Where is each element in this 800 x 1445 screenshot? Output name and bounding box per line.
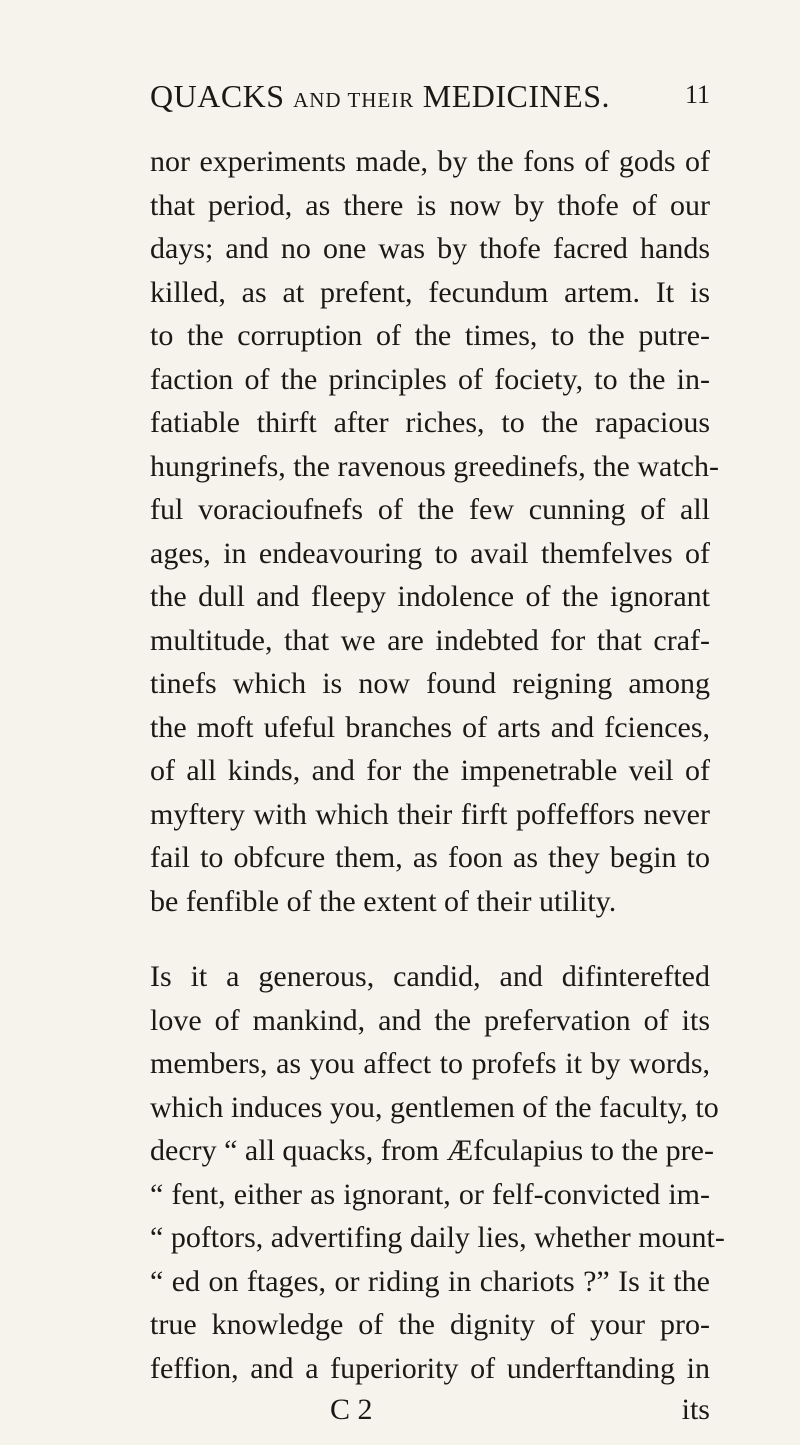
paragraph-1 xyxy=(150,140,719,923)
text-line: true knowledge of the dignity of your pro- xyxy=(150,1308,710,1341)
text-line: members, as you affect to profefs it by words, xyxy=(150,1047,710,1080)
text-line: nor experiments made, by the fons of gods of xyxy=(150,145,710,178)
running-head xyxy=(150,78,710,128)
text-line: myftery with which their firft poffeffors never xyxy=(150,797,710,831)
paragraph-2 xyxy=(150,955,725,1390)
running-title-part3: MEDICINES. xyxy=(422,78,610,114)
text-line: of all kinds, and for the impenetrable veil of xyxy=(150,754,710,787)
signature-mark: C 2 xyxy=(330,1393,373,1426)
text-line: Is it a generous, candid, and difinterefted xyxy=(150,960,710,993)
text-line: killed, as at prefent, fecundum artem. It is xyxy=(150,275,710,309)
text-line: the moft ufeful branches of arts and fciences, xyxy=(150,710,710,744)
text-line: tinefs which is now found reigning among xyxy=(150,667,710,700)
running-title-part1: QUACKS xyxy=(150,78,285,114)
text-line: feffion, and a fuperiority of underftanding in xyxy=(150,1351,710,1385)
text-line: ages, in endeavouring to avail themfelves of xyxy=(150,536,710,570)
running-title xyxy=(150,78,610,115)
text-line: to the corruption of the times, to the putre- xyxy=(150,319,710,352)
text-line: multitude, that we are indebted for that craf- xyxy=(150,623,710,657)
text-line: decry “ all quacks, from Æfculapius to the pre- xyxy=(150,1134,714,1167)
page-number: 11 xyxy=(684,80,710,109)
text-line: fatiable thirft after riches, to the rapacious xyxy=(150,406,710,439)
catchword: its xyxy=(681,1393,710,1426)
text-line: the dull and fleepy indolence of the ignorant xyxy=(150,580,710,613)
text-line: “ ed on ftages, or riding in chariots ?” Is it the xyxy=(150,1264,710,1298)
paragraph-gap xyxy=(150,923,710,955)
page-footer xyxy=(150,1390,710,1430)
text-line: “ fent, either as ignorant, or felf-convicted im- xyxy=(150,1177,710,1211)
text-line: love of mankind, and the prefervation of its xyxy=(150,1003,710,1037)
body-text xyxy=(150,140,725,1430)
text-line: days; and no one was by thofe facred hands xyxy=(150,232,710,265)
running-title-part2: AND THEIR xyxy=(293,88,415,112)
text-line: that period, as there is now by thofe of our xyxy=(150,188,710,222)
text-line: faction of the principles of fociety, to the in- xyxy=(150,362,710,396)
text-line: hungrinefs, the ravenous greedinefs, the watch- xyxy=(150,449,719,483)
text-line: fail to obfcure them, as foon as they begin to xyxy=(150,841,710,874)
text-line: which induces you, gentlemen of the faculty, to xyxy=(150,1090,719,1124)
text-line: be fenfible of the extent of their utility. xyxy=(150,884,617,918)
text-line: ful voracioufnefs of the few cunning of all xyxy=(150,493,710,526)
text-line: “ poftors, advertifing daily lies, whether mount- xyxy=(150,1221,725,1254)
